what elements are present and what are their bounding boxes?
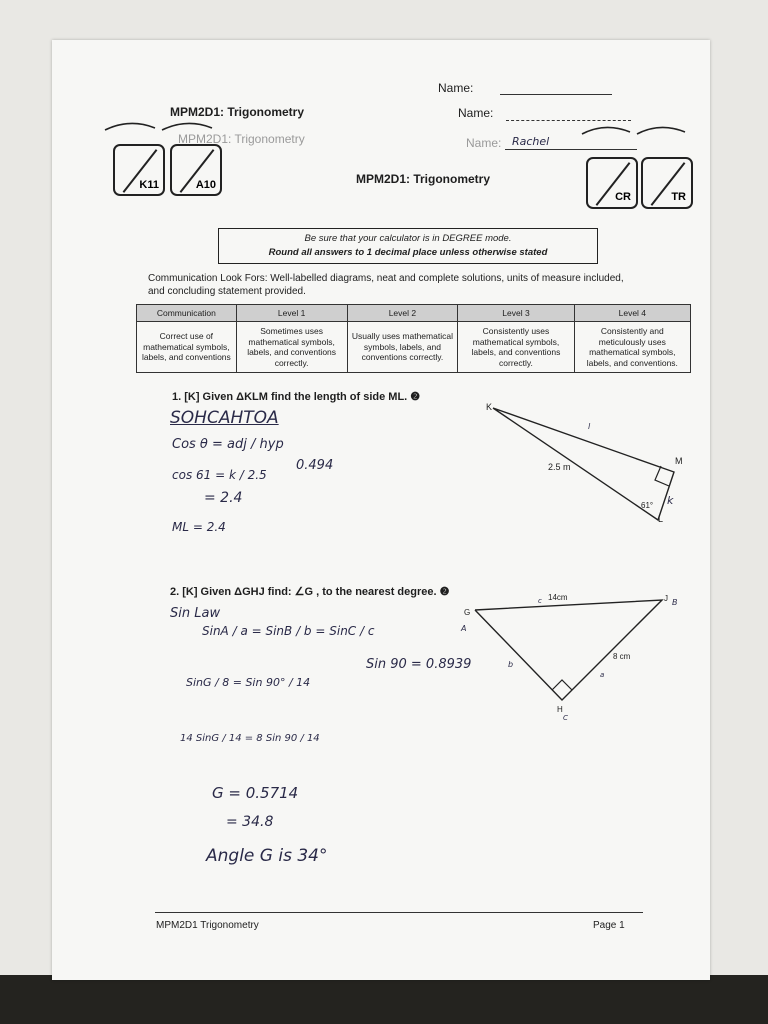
label-small-b: b — [508, 660, 514, 669]
q2-work-sub: SinG / 8 = Sin 90° / 14 — [186, 676, 311, 689]
label-a-vertex: A — [461, 624, 467, 633]
name-line-top — [500, 94, 612, 95]
ghost-course-title: MPM2D1: Trigonometry — [178, 132, 305, 146]
rubric-header-row — [137, 305, 691, 322]
label-m: M — [675, 456, 683, 466]
q1-work-sub: cos 61 = k / 2.5 — [172, 468, 267, 482]
label-h: H — [557, 705, 563, 714]
rubric-cell: Sometimes uses mathematical symbols, labels, and conventions correctly. — [236, 322, 347, 373]
mark-box-t — [641, 157, 693, 209]
mark-box-k — [113, 144, 165, 196]
notice-line-1: Be sure that your calculator is in DEGREE mode. — [304, 233, 512, 244]
label-small-c: c — [538, 597, 542, 605]
q1-work-soh: SOHCAHTOA — [170, 408, 279, 428]
label-l: L — [658, 514, 664, 524]
label-b-vertex: B — [672, 598, 678, 607]
q1-calc: 0.494 — [296, 458, 334, 473]
communication-rubric — [136, 304, 691, 373]
rubric-cell: Consistently uses mathematical symbols, labels, and conventions correctly. — [458, 322, 574, 373]
mark-box-t-label: TR — [671, 191, 686, 203]
photo-dark-edge — [0, 975, 768, 1024]
course-title: MPM2D1: Trigonometry — [170, 105, 305, 119]
label-small-k: k — [667, 494, 674, 507]
q2-work-ratio: G = 0.5714 — [212, 784, 299, 802]
q2-work-answer: Angle G is 34° — [206, 846, 328, 866]
rubric-cell: Consistently and meticulously uses mathematical symbols, labels, and conventions. — [574, 322, 690, 373]
q2-work-degrees: = 34.8 — [226, 814, 274, 830]
rubric-cell: Correct use of mathematical symbols, labels, and conventions — [137, 322, 237, 373]
look-fors-line-2: and concluding statement provided. — [148, 286, 306, 297]
footer-rule — [155, 912, 643, 913]
label-small-l: l — [588, 422, 591, 431]
rubric-cell: Usually uses mathematical symbols, labels, and conventions correctly. — [347, 322, 458, 373]
triangle-klm — [480, 400, 700, 530]
ghost-name-label: Name: — [466, 136, 502, 150]
triangle-ghj — [460, 592, 680, 712]
mark-box-a — [170, 144, 222, 196]
footer-left: MPM2D1 Trigonometry — [156, 920, 259, 931]
label-k: K — [486, 402, 493, 412]
rubric-header: Level 4 — [574, 305, 690, 322]
label-side-km: 2.5 m — [548, 462, 571, 472]
rubric-header: Level 2 — [347, 305, 458, 322]
q1-work-cos: Cos θ = adj / hyp — [172, 437, 284, 452]
center-title: MPM2D1: Trigonometry — [356, 172, 491, 186]
arc-marks — [100, 116, 700, 146]
right-angle-mark-h — [552, 680, 572, 690]
q1-prompt: 1. [K] Given ΔKLM find the length of side ML. ❷ — [172, 391, 421, 403]
q2-work-law: Sin Law — [170, 606, 221, 621]
footer-page: Page 1 — [593, 920, 625, 931]
mark-box-c-label: CR — [615, 191, 631, 203]
mark-box-k-label: K11 — [139, 179, 159, 191]
mark-box-c — [586, 157, 638, 209]
name-label: Name: — [458, 106, 494, 120]
look-fors-line-1: Communication Look Fors: Well-labelled diagrams, neat and complete solutions, units of measure included, — [148, 273, 624, 284]
label-g: G — [464, 608, 471, 617]
rubric-header: Level 3 — [458, 305, 574, 322]
label-c-vertex: C — [563, 714, 568, 722]
q2-work-rearrange: 14 SinG / 14 = 8 Sin 90 / 14 — [180, 733, 320, 744]
rubric-header: Communication — [137, 305, 237, 322]
rubric-row — [137, 322, 691, 373]
triangle-ghj-sides — [475, 600, 662, 700]
notice-line-2: Round all answers to 1 decimal place unless otherwise stated — [268, 247, 548, 258]
label-small-a: a — [600, 671, 605, 679]
q1-work-result: = 2.4 — [204, 490, 243, 506]
q1-work-answer: ML = 2.4 — [172, 520, 226, 534]
label-top-side: 14cm — [548, 593, 568, 602]
name-label-top: Name: — [438, 81, 474, 95]
label-right-side: 8 cm — [613, 652, 631, 661]
calculator-notice — [218, 228, 598, 264]
rubric-header: Level 1 — [236, 305, 347, 322]
q2-side-note: Sin 90 = 0.8939 — [366, 657, 472, 672]
q2-work-formula: SinA / a = SinB / b = SinC / c — [202, 624, 375, 638]
student-name: Rachel — [512, 135, 550, 148]
label-angle-l: 61° — [641, 501, 654, 510]
mark-box-a-label: A10 — [195, 179, 216, 191]
label-j: J — [664, 594, 668, 603]
q2-prompt: 2. [K] Given ΔGHJ find: ∠G , to the nearest degree. ❷ — [170, 586, 450, 598]
student-name-line — [505, 149, 637, 150]
